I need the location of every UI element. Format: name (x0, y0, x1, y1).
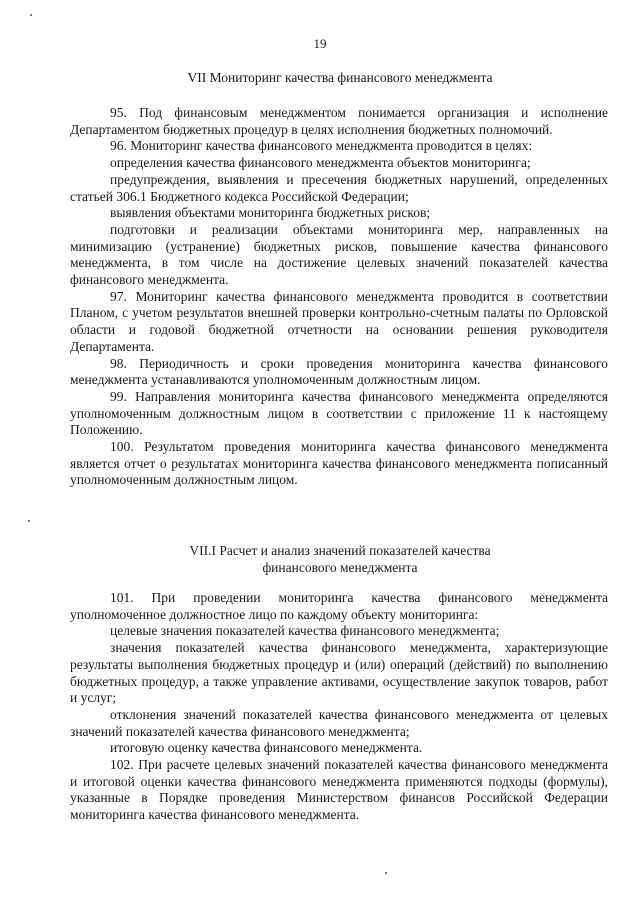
scan-speck (30, 14, 32, 16)
paragraph-101: 101. При проведении мониторинга качества финансового менеджмента уполномоченное должностное лицо по каждому объекту мониторинга: (70, 590, 608, 622)
list-item-96-1: определения качества финансового менеджмента объектов мониторинга; (110, 155, 531, 171)
section-title-vii-1 (70, 543, 610, 576)
scan-speck (28, 520, 30, 522)
paragraph-99: 99. Направления мониторинга качества финансового менеджмента определяются уполномоченным должностным лицом в соответствии с приложение 11 к настоящему Положению. (70, 388, 608, 438)
list-item-101-2: значения показателей качества финансового менеджмента, характеризующие результаты выполнения бюджетных процедур и (или) операций (действий) по выполнению бюджетных процедур, а также управление активами, осуществление закупок товаров, работ и услуг; (70, 640, 608, 706)
section-title-line-1: VII.I Расчет и анализ значений показателей качества (189, 543, 491, 558)
list-item-101-4: итоговую оценку качества финансового менеджмента. (110, 740, 423, 756)
page-number: 19 (313, 36, 327, 51)
paragraph-97: 97. Мониторинг качества финансового менеджмента проводится в соответствии Планом, с учетом результатов внешней проверки контрольно-счетным палаты по Орловской области и годовой бюджетной отчетности на основании решения руководителя Департамента. (70, 288, 608, 354)
list-item-96-2: предупреждения, выявления и пресечения бюджетных нарушений, определенных статьей 306.1 Бюджетного кодекса Российской Федерации; (70, 171, 608, 204)
section-title-line-2: финансового менеджмента (262, 559, 418, 575)
scan-speck (385, 872, 387, 874)
section-vii-1-body (70, 590, 608, 824)
paragraph-100: 100. Результатом проведения мониторинга качества финансового менеджмента является отчет о результатах мониторинга качества финансового менеджмента пописанный уполномоченным должностным лицом. (70, 439, 608, 488)
list-item-96-4: подготовки и реализации объектами мониторинга мер, направленных на минимизацию (устранение) бюджетных рисков, повышение качества финансового менеджмента, в том числе на достижение целевых значений показателей качества финансового менеджмента. (70, 221, 608, 288)
section-title-vii: VII Мониторинг качества финансового менеджмента (187, 70, 493, 85)
section-vii-body (70, 105, 608, 489)
list-item-96-3: выявления объектами мониторинга бюджетных рисков; (110, 205, 431, 221)
paragraph-98: 98. Периодичность и сроки проведения мониторинга качества финансового менеджмента устанавливаются уполномоченным должностным лицом. (70, 355, 608, 388)
paragraph-102: 102. При расчете целевых значений показателей качества финансового менеджмента и итоговой оценки качества финансового менеджмента применяются подходы (формулы), указанные в Порядке проведения Министерством финансов Российской Федерации мониторинга качества финансового менеджмента. (70, 757, 608, 823)
list-item-101-1: целевые значения показателей качества финансового менеджмента; (110, 623, 500, 639)
list-item-101-3: отклонения значений показателей качества финансового менеджмента от целевых значений показателей качества финансового менеджмента; (70, 706, 608, 739)
paragraph-96: 96. Мониторинг качества финансового менеджмента проводится в целях: (110, 138, 533, 154)
paragraph-95: 95. Под финансовым менеджментом понимается организация и исполнение Департаментом бюджетных процедур в целях исполнения бюджетных полномочий. (70, 105, 608, 137)
